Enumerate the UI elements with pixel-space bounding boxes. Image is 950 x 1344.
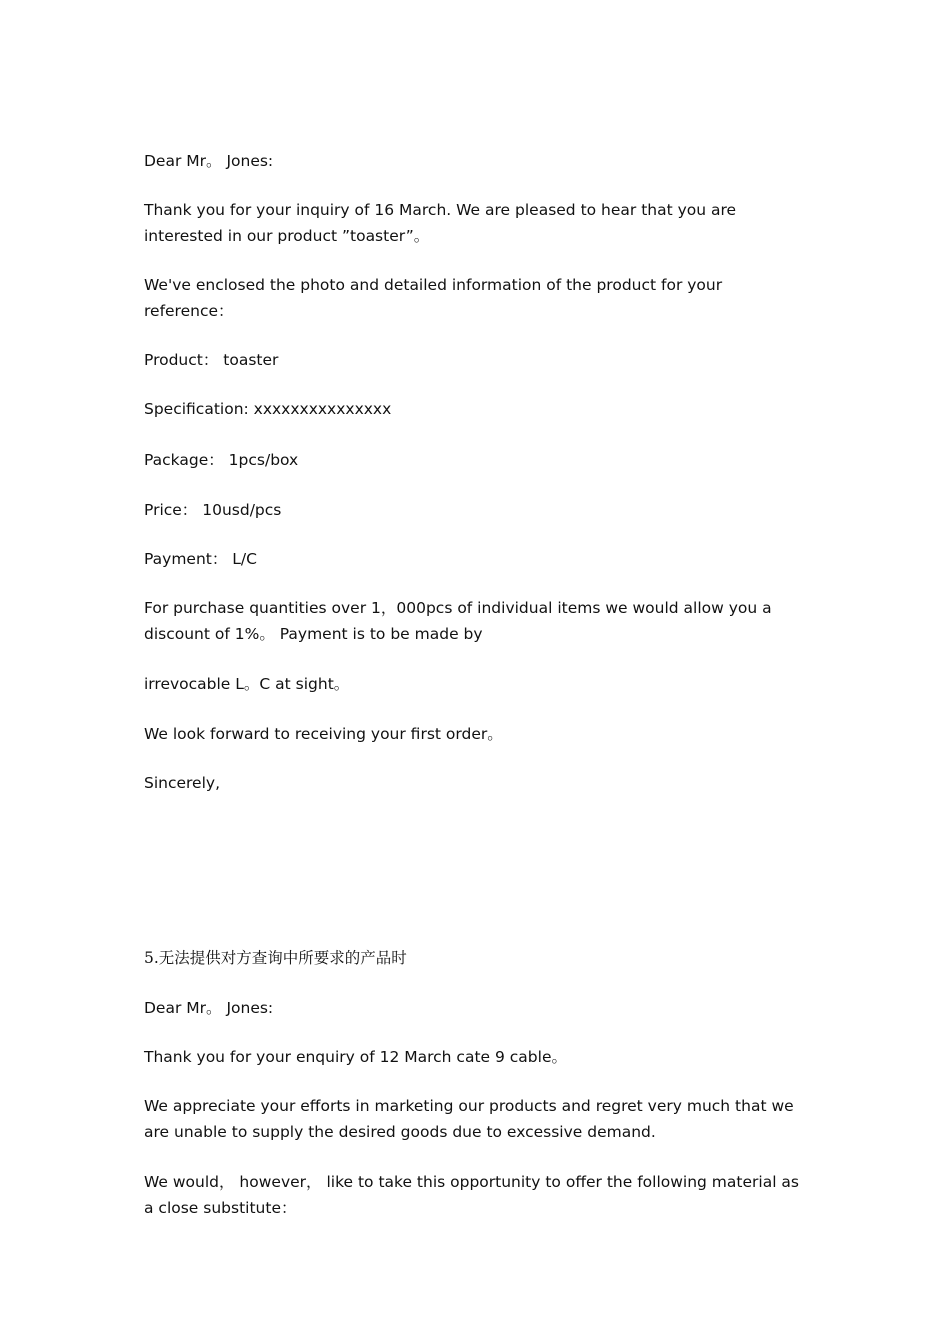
payment-line: Payment： L/C — [144, 550, 257, 568]
specification-line: Specification: xxxxxxxxxxxxxxx — [144, 400, 392, 418]
letter2-offer-paragraph: We would， however， like to take this opportunity to offer the following material as a close substitute： — [144, 1173, 800, 1217]
letter1-forward-paragraph: We look forward to receiving your first order。 — [144, 725, 503, 743]
letter1-discount-paragraph: For purchase quantities over 1，000pcs of individual items we would allow you a discount of 1%。 Payment is to be made by — [144, 599, 772, 643]
letter2-regret-paragraph: We appreciate your efforts in marketing our products and regret very much that we are unable to supply the desired goods due to excessive demand. — [144, 1097, 794, 1141]
package-line: Package： 1pcs/box — [144, 451, 299, 469]
letter2-salutation: Dear Mr。 Jones: — [144, 999, 274, 1017]
letter1-salutation: Dear Mr。 Jones: — [144, 152, 274, 170]
product-line: Product： toaster — [144, 351, 279, 369]
letter2-thanks-paragraph: Thank you for your enquiry of 12 March cate 9 cable。 — [144, 1048, 567, 1066]
letter1-enclosed-paragraph: We've enclosed the photo and detailed information of the product for your reference： — [144, 276, 723, 320]
letter1-thanks-paragraph: Thank you for your inquiry of 16 March. We are pleased to hear that you are interested in our product ”toaster”。 — [144, 201, 737, 245]
section5-heading: 5.无法提供对方查询中所要求的产品时 — [144, 949, 407, 967]
price-line: Price： 10usd/pcs — [144, 501, 282, 519]
letter1-closing: Sincerely, — [144, 774, 221, 792]
letter1-lc-paragraph: irrevocable L。C at sight。 — [144, 675, 350, 693]
